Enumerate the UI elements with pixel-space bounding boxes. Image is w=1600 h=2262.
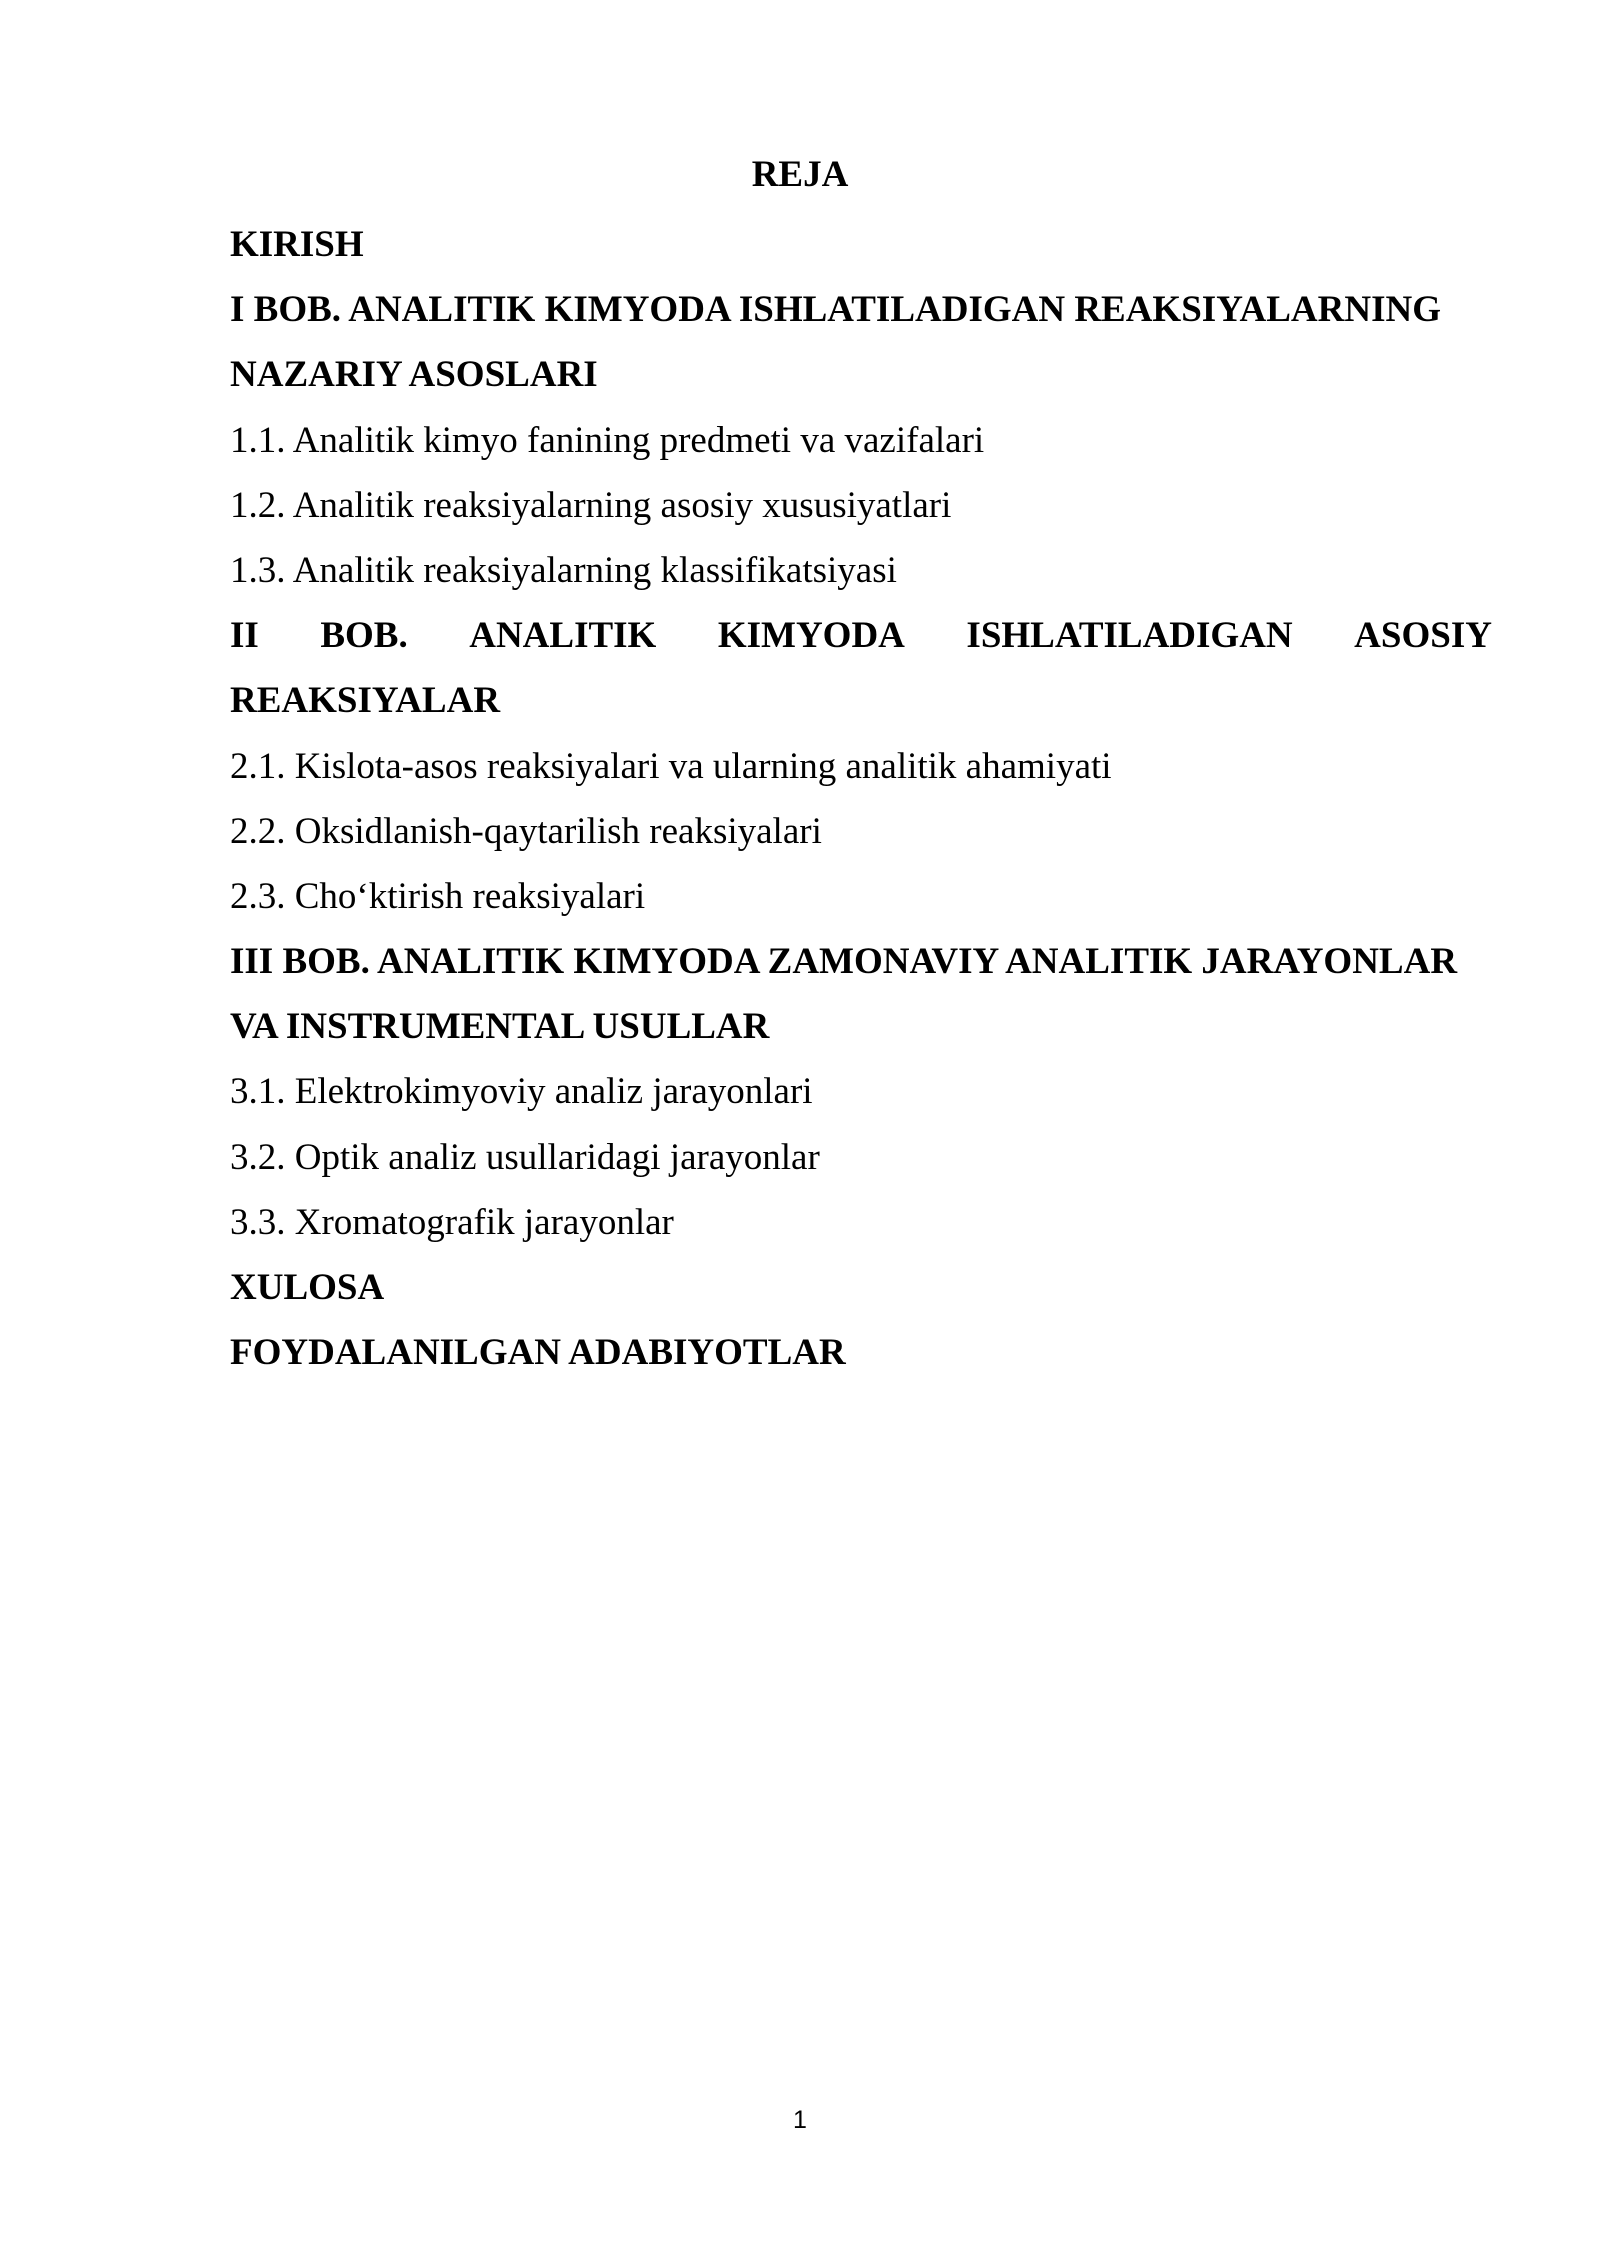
heading-word: ASOSIY (1354, 615, 1492, 657)
page-title: REJA (751, 154, 849, 195)
heading-word: II (230, 615, 259, 657)
toc-chapter-1-heading-line-2: NAZARIY ASOSLARI (230, 354, 598, 396)
page-number: 1 (793, 2106, 807, 2134)
toc-chapter-3-heading-line-2: VA INSTRUMENTAL USULLAR (230, 1006, 770, 1048)
toc-item-3-1: 3.1. Elektrokimyoviy analiz jarayonlari (230, 1071, 813, 1113)
toc-introduction: KIRISH (230, 224, 364, 265)
toc-item-3-2: 3.2. Optik analiz usullaridagi jarayonlar (230, 1136, 820, 1178)
toc-item-1-1: 1.1. Analitik kimyo fanining predmeti va vazifalari (230, 419, 985, 461)
heading-word: ISHLATILADIGAN (966, 615, 1293, 657)
toc-chapter-3-heading-line-1: III BOB. ANALITIK KIMYODA ZAMONAVIY ANALITIK JARAYONLAR (230, 941, 1458, 983)
heading-word: BOB. (320, 615, 408, 657)
toc-item-2-3: 2.3. Cho‘ktirish reaksiyalari (230, 875, 646, 917)
heading-word: ANALITIK (469, 615, 657, 657)
table-of-contents (230, 212, 1492, 1385)
toc-item-2-1: 2.1. Kislota-asos reaksiyalari va ularning analitik ahamiyati (230, 745, 1112, 787)
toc-conclusion: XULOSA (230, 1267, 385, 1308)
toc-chapter-1-heading-line-1: I BOB. ANALITIK KIMYODA ISHLATILADIGAN REAKSIYALARNING (230, 289, 1441, 331)
toc-item-1-2: 1.2. Analitik reaksiyalarning asosiy xususiyatlari (230, 484, 952, 526)
toc-item-2-2: 2.2. Oksidlanish-qaytarilish reaksiyalari (230, 810, 822, 852)
toc-chapter-2-heading-line-2: REAKSIYALAR (230, 680, 501, 722)
heading-word: KIMYODA (717, 615, 905, 657)
toc-references: FOYDALANILGAN ADABIYOTLAR (230, 1332, 846, 1374)
toc-chapter-2-heading-line-1 (230, 603, 1492, 668)
toc-item-3-3: 3.3. Xromatografik jarayonlar (230, 1201, 674, 1243)
toc-item-1-3: 1.3. Analitik reaksiyalarning klassifikatsiyasi (230, 549, 897, 591)
